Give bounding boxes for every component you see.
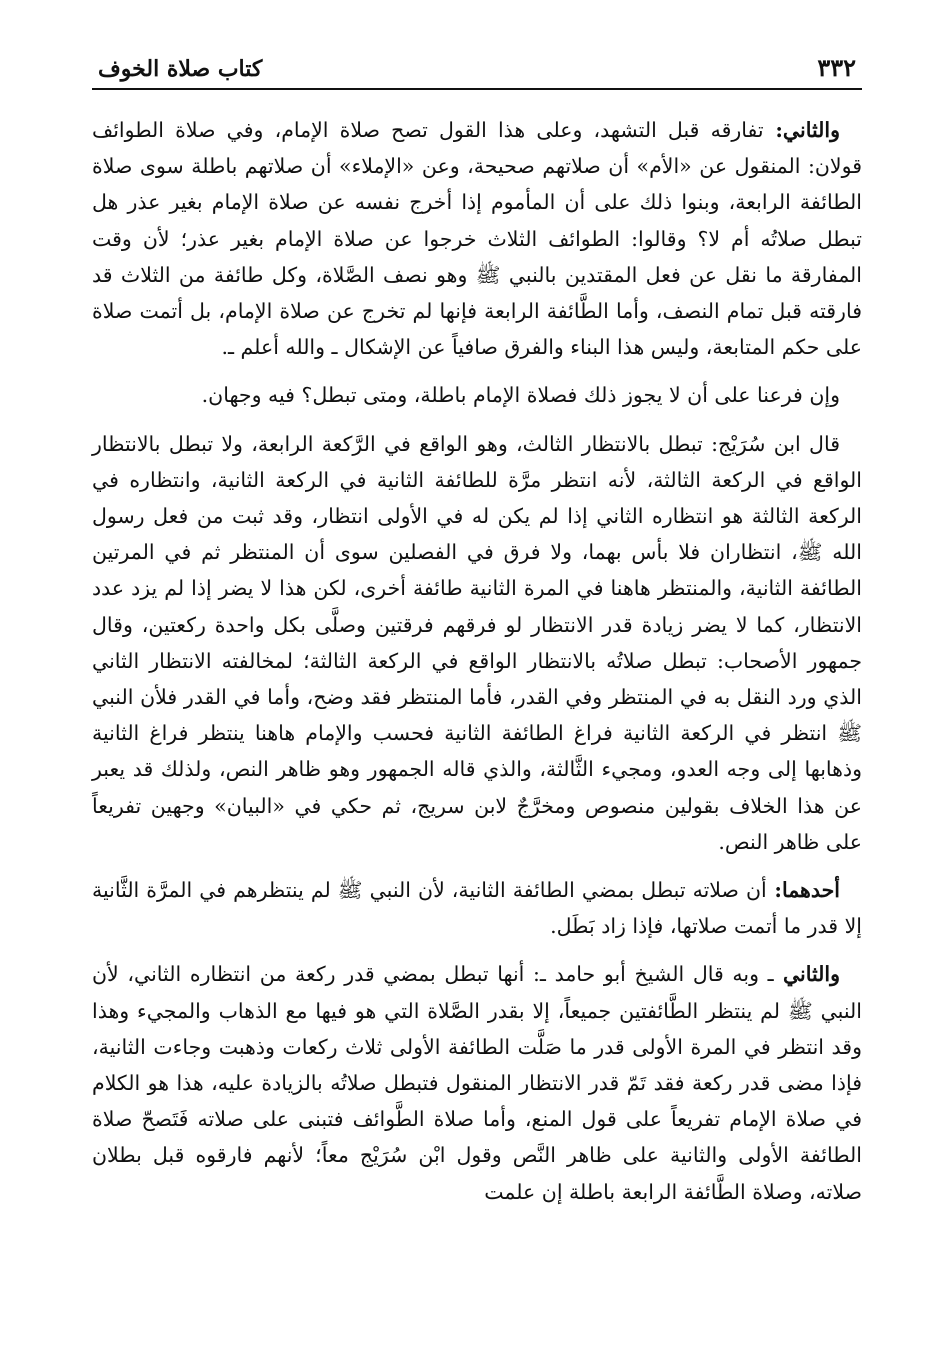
paragraph-3 [92, 426, 862, 860]
page-body [92, 112, 862, 1210]
paragraph-text: ـ وبه قال الشيخ أبو حامد ـ: أنها تبطل بمضي قدر ركعة من انتظاره الثاني، لأن النبي ﷺ لم ينتظر الطَّائفتين جميعاً، إلا بقدر الصَّلاة التي هو فيها مع الذهاب والمجيء وهذا وقد انتظر في المرة الأولى قدر ما صَلَّت الطائفة الأولى ثلاث ركعات وذهبت وجاءت الثانية، فإذا مضى قدر ركعة فقد تَمّ قدر الانتظار المنقول فتبطل صلاتُه بالزيادة عليه، هذا هو الكلام في صلاة الإمام تفريعاً على قول المنع، وأما صلاة الطَّوائف فتبنى على صلاته فَتَصحّ صلاة الطائفة الأولى والثانية على ظاهر النَّص وقول ابْن سُرَيْج معاً؛ لأنهم فارقوه قبل بطلان صلاته، وصلاة الطَّائفة الرابعة باطلة إن علمت [92, 962, 862, 1204]
paragraph-lead: والثاني [773, 962, 841, 987]
page-number: ٣٣٢ [817, 53, 856, 82]
book-page [92, 40, 862, 1330]
paragraph-lead: والثاني: [763, 118, 840, 142]
paragraph-text: أن صلاته تبطل بمضي الطائفة الثانية، لأن النبي ﷺ لم ينتظرهم في المرَّة الثَّانية إلا قدر ما أتمت صلاتها، فإذا زاد بَطَل. [92, 878, 862, 939]
paragraph-lead: أحدهما: [766, 878, 840, 903]
paragraph-text: قال ابن سُرَيْج: تبطل بالانتظار الثالث، وهو الواقع في الرَّكعة الرابعة، ولا تبطل بالانتظار الواقع في الركعة الثالثة، لأنه انتظر مرَّة للطائفة الثانية في الركعة الثانية، وانتظاره في الركعة الثالثة هو انتظاره الثاني إذا لم يكن له في الأولى انتظار، وقد ثبت من فعل رسول الله ﷺ، انتظاران فلا بأس بهما، ولا فرق في الفصلين سوى أن المنتظر ثم في المرتين الطائفة الثانية، والمنتظر هاهنا في المرة الثانية طائفة أخرى، لكن هذا لا يضر إذا لم يزد عدد الانتظار، كما لا يضر زيادة قدر الانتظار لو فرقهم فرقتين وصلَّى بكل واحدة ركعتين، وقال جمهور الأصحاب: تبطل صلاتُه بالانتظار الواقع في الركعة الثالثة؛ لمخالفته الانتظار الثاني الذي ورد النقل به في المنتظر وفي القدر، فأما المنتظر فقد وضح، وأما في القدر فلأن النبي ﷺ انتظر في الركعة الثانية فراغ الطائفة الثانية فحسب والإمام هاهنا ينتظر فراغ الثانية وذهابها إلى وجه العدو، ومجيء الثَّالثة، والذي قاله الجمهور وهو ظاهر النص، ولذلك قد يعبر عن هذا الخلاف بقولين منصوص ومخرَّجٌ لابن سريج، ثم حكي في «البيان» وجهين تفريعاً على ظاهر النص. [92, 431, 862, 854]
paragraph-4 [92, 872, 862, 944]
paragraph-text: وإن فرعنا على أن لا يجوز ذلك فصلاة الإمام باطلة، ومتى تبطل؟ فيه وجهان. [201, 383, 840, 408]
paragraph-1 [92, 112, 862, 365]
chapter-title: كتاب صلاة الخوف [98, 56, 263, 82]
paragraph-text: تفارقه قبل التشهد، وعلى هذا القول تصح صلاة الإمام، وفي صلاة الطوائف قولان: المنقول عن «الأم» أن صلاتهم صحيحة، وعن «الإملاء» أن صلاتهم باطلة سوى صلاة الطائفة الرابعة، وبنوا ذلك على أن المأموم إذا أخرج نفسه عن صلاة الإمام بغير عذر هل تبطل صلاتُه أم لا؟ وقالوا: الطوائف الثلاث خرجوا عن صلاة الإمام بغير عذر؛ لأن وقت المفارقة ما نقل عن فعل المقتدين بالنبي ﷺ وهو نصف الصَّلاة، وكل طائفة من الثلاث قد فارقته قبل تمام النصف، وأما الطَّائفة الرابعة فإنها لم تخرج عن صلاة الإمام، بل أتمت صلاة على حكم المتابعة، وليس هذا البناء والفرق صافياً عن الإشكال ـ والله أعلم ـ. [92, 118, 862, 360]
page-header [92, 40, 862, 90]
paragraph-5 [92, 956, 862, 1209]
paragraph-2 [92, 377, 862, 413]
